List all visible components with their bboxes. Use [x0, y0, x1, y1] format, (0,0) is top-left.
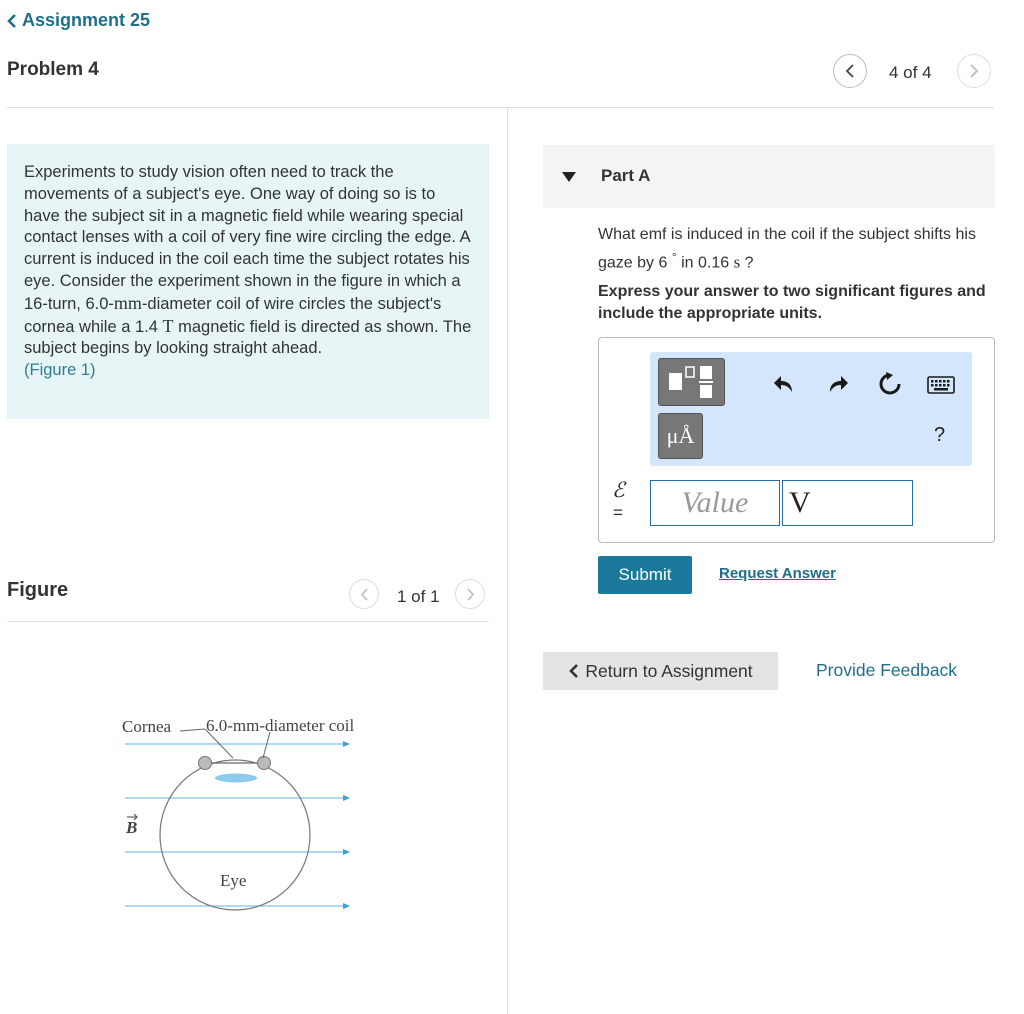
figure-link-open: (	[24, 361, 30, 380]
redo-icon[interactable]	[826, 372, 850, 396]
return-to-assignment-button[interactable]	[543, 652, 778, 690]
value-input[interactable]: Value	[650, 480, 780, 526]
eye-coil-figure	[110, 700, 390, 930]
coil-end-right	[258, 757, 271, 770]
field-arrow	[343, 849, 350, 855]
question-text-2: in 0.16	[676, 254, 734, 272]
collapse-triangle-icon[interactable]	[561, 171, 577, 183]
submit-button[interactable]: Submit	[598, 556, 692, 594]
answer-instructions: Express your answer to two significant figures and include the appropriate units.	[598, 283, 986, 322]
unit-seconds: s	[733, 252, 741, 272]
field-arrow	[343, 741, 350, 747]
provide-feedback-link[interactable]: Provide Feedback	[816, 660, 958, 680]
label-coil: 6.0-mm-diameter coil	[206, 716, 355, 735]
label-cornea: Cornea	[122, 717, 172, 736]
back-to-assignment-link[interactable]	[6, 10, 150, 31]
units-tool-button[interactable]: μÅ	[658, 413, 703, 459]
label-eye: Eye	[220, 871, 247, 890]
problem-title: Problem 4	[7, 59, 99, 80]
part-a-question	[598, 224, 993, 274]
equals-sign: =	[613, 503, 623, 522]
figure-link[interactable]: Figure 1	[29, 361, 91, 380]
cornea-leader	[180, 729, 205, 731]
field-arrow	[343, 795, 350, 801]
problem-statement	[7, 144, 489, 419]
next-problem-button[interactable]	[957, 54, 991, 88]
previous-problem-button[interactable]	[833, 54, 867, 88]
fraction-template-icon	[659, 359, 724, 405]
help-button[interactable]: ?	[934, 424, 946, 446]
keyboard-icon[interactable]	[927, 376, 955, 394]
figure-pager: 1 of 1	[397, 587, 440, 606]
problem-text-3: magnetic field is directed as shown. The subject begins by looking straight ahead.	[24, 317, 472, 358]
figure-link-close: )	[90, 361, 96, 380]
next-figure-button[interactable]	[455, 579, 485, 609]
back-link-label: Assignment 25	[22, 10, 151, 30]
cornea-lens	[215, 774, 257, 783]
problem-text-1: Experiments to study vision often need to track the movements of a subject's eye. One way of doing so is to have the subject sit in a magnetic field while wearing special contact lenses with a coil of very fine wire circling the edge. A current is induced in the coil each time the subject rotates his eye. Consider the experiment shown in the figure in which a 16-turn, 6.0-	[24, 163, 470, 313]
chevron-right-icon	[969, 64, 979, 78]
part-a-label: Part A	[601, 166, 651, 185]
chevron-right-icon	[466, 588, 475, 601]
unit-mm: mm	[113, 292, 142, 313]
return-label: Return to Assignment	[585, 660, 753, 681]
coil-leader	[263, 732, 270, 758]
undo-icon[interactable]	[772, 372, 796, 396]
figure-title: Figure	[7, 579, 69, 601]
figure-divider	[7, 621, 489, 622]
previous-figure-button[interactable]	[349, 579, 379, 609]
field-arrow	[343, 903, 350, 909]
problem-pager: 4 of 4	[889, 63, 932, 82]
header-divider	[7, 107, 994, 108]
chevron-left-icon	[360, 588, 369, 601]
unit-tesla: T	[162, 315, 174, 336]
templates-tool-button[interactable]	[658, 358, 725, 406]
question-text-3: ?	[740, 254, 754, 272]
column-divider	[507, 108, 508, 1014]
label-b-field: B	[126, 818, 138, 837]
reset-icon[interactable]	[877, 371, 903, 397]
degree-symbol: °	[671, 250, 677, 264]
problem-text-2: -diameter coil of wire circles the subject's cornea while a 1.4	[24, 294, 442, 336]
unit-input[interactable]: V	[782, 480, 913, 526]
chevron-left-icon	[568, 663, 579, 679]
chevron-left-icon	[6, 13, 18, 29]
coil-end-left	[199, 757, 212, 770]
chevron-left-icon	[845, 64, 855, 78]
request-answer-link[interactable]: Request Answer	[719, 565, 836, 582]
emf-symbol: ℰ	[612, 478, 625, 502]
question-text-1: What emf is induced in the coil if the subject shifts his gaze by 6	[598, 226, 976, 272]
